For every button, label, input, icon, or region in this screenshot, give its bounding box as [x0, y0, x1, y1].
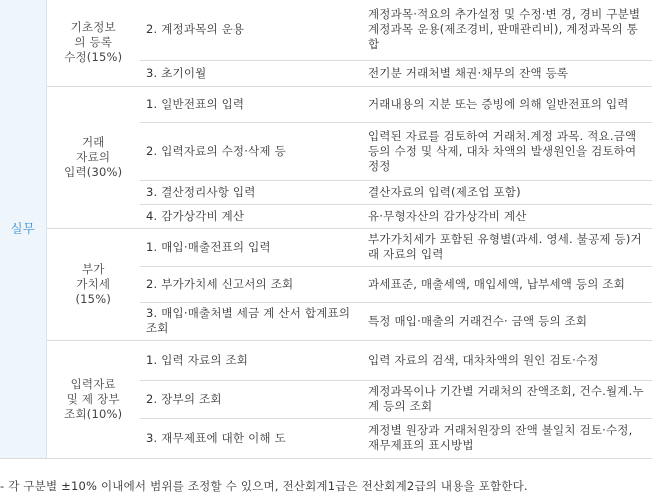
- section-title-line: 입력(30%): [64, 164, 123, 179]
- detail-cell: 1. 입력 자료의 조회: [140, 340, 362, 380]
- footnote: - 각 구분별 ±10% 이내에서 범위를 조정할 수 있으며, 전산회계1급은 전산회계2급의 내용을 포함한다.: [0, 479, 528, 493]
- area-label: 실무: [10, 221, 36, 237]
- detail-cell: 2. 장부의 조회: [140, 380, 362, 418]
- detail-cell: 3. 매입·매출처별 세금 계 산서 합계표의 조회: [140, 302, 362, 340]
- area-cell: [0, 0, 46, 458]
- section-title-line: 수정(15%): [64, 50, 123, 65]
- section-cell: [46, 340, 140, 458]
- detail-cell: 3. 결산정리사항 입력: [140, 180, 362, 204]
- section-title-line: 입력자료: [70, 376, 116, 391]
- content-cell: 특정 매입·매출의 거래건수· 금액 등의 조회: [362, 302, 652, 340]
- detail-cell: 4. 감가상각비 계산: [140, 204, 362, 228]
- table-row: [0, 340, 652, 380]
- section-title-line: 조회(10%): [64, 406, 123, 421]
- content-cell: 계정과목이나 기간별 거래처의 잔액조회, 건수.월계.누계 등의 조회: [362, 380, 652, 418]
- content-cell: 계정별 원장과 거래처원장의 잔액 불일치 검토·수정, 재무제표의 표시방법: [362, 418, 652, 458]
- content-cell: 거래내용의 지분 또는 증빙에 의해 일반전표의 입력: [362, 86, 652, 122]
- section-title-line: 의 등록: [74, 35, 113, 50]
- section-title-line: 및 제 장부: [66, 391, 120, 406]
- detail-cell: 3. 재무제표에 대한 이해 도: [140, 418, 362, 458]
- content-cell: 입력된 자료를 검토하여 거래처.계정 과목. 적요.금액 등의 수정 및 삭제, 대차 차액의 발생원인을 검토하여 정정: [362, 122, 652, 180]
- section-cell: [46, 0, 140, 86]
- table-row: [0, 0, 652, 60]
- detail-cell: 2. 계정과목의 운용: [140, 0, 362, 60]
- section-cell: [46, 228, 140, 340]
- content-cell: 부가가치세가 포함된 유형별(과세. 영세. 불공제 등)거래 자료의 입력: [362, 228, 652, 266]
- content-cell: 과세표준, 매출세액, 매입세액, 납부세액 등의 조회: [362, 266, 652, 302]
- section-title-line: 가치세: [76, 276, 111, 291]
- detail-cell: 2. 부가가치세 신고서의 조회: [140, 266, 362, 302]
- detail-cell: 3. 초기이월: [140, 60, 362, 86]
- table-row: [0, 86, 652, 122]
- detail-cell: 1. 일반전표의 입력: [140, 86, 362, 122]
- content-cell: 전기분 거래처별 채권·채무의 잔액 등록: [362, 60, 652, 86]
- section-title-line: 거래: [81, 134, 105, 149]
- section-title-line: (15%): [75, 291, 112, 306]
- table-row: [0, 228, 652, 266]
- detail-cell: 1. 매입·매출전표의 입력: [140, 228, 362, 266]
- section-title-line: 기초정보: [70, 20, 116, 35]
- content-cell: 입력 자료의 검색, 대차차액의 원인 검토·수정: [362, 340, 652, 380]
- content-cell: 유·무형자산의 감가상각비 계산: [362, 204, 652, 228]
- section-title-line: 자료의: [76, 149, 111, 164]
- section-title-line: 부가: [81, 261, 105, 276]
- content-cell: 결산자료의 입력(제조업 포함): [362, 180, 652, 204]
- section-cell: [46, 86, 140, 228]
- content-cell: 계정과목·적요의 추가설정 및 수정·변 경, 경비 구분별 계정과목 운용(제조경비, 판매관리비), 계정과목의 통합: [362, 0, 652, 60]
- detail-cell: 2. 입력자료의 수정·삭제 등: [140, 122, 362, 180]
